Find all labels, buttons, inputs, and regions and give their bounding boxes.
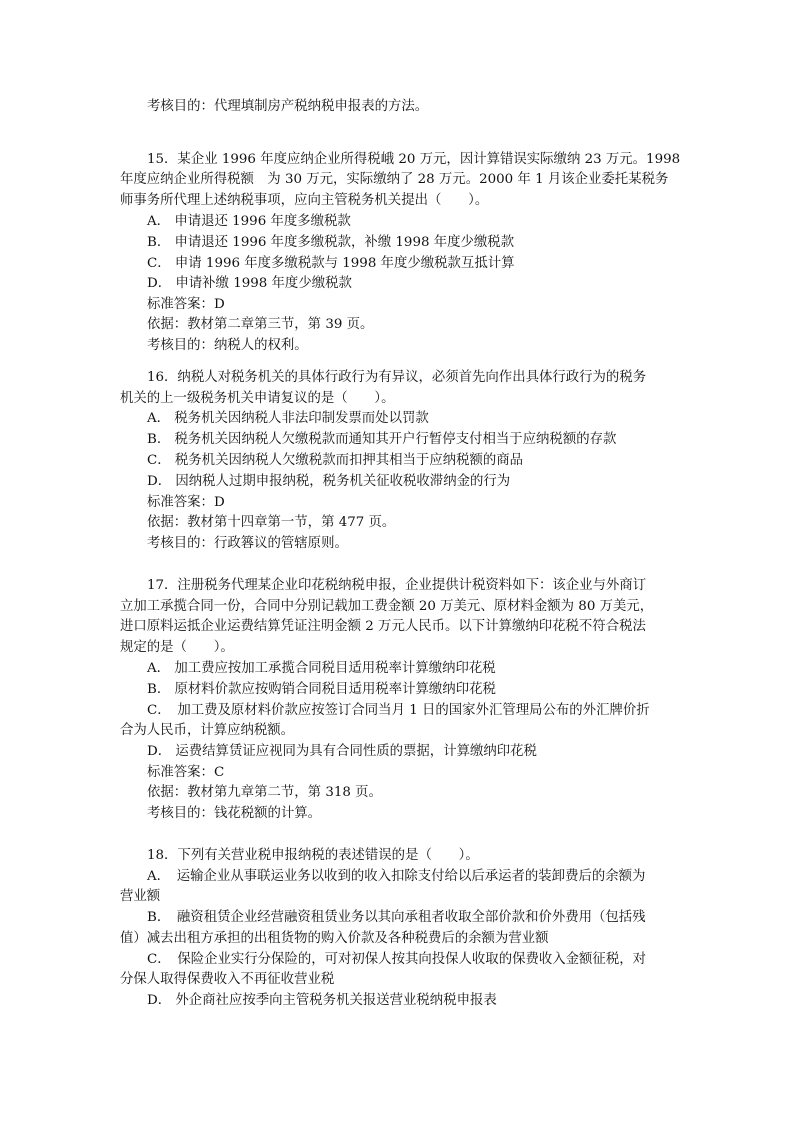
option-d: D． 因纳税人过期申报纳税，税务机关征收税收滞纳金的行为 bbox=[147, 474, 511, 489]
option-c-continued: 合为人民币，计算应纳税额。 bbox=[120, 723, 295, 738]
option-b: B． 申请退还 1996 年度多缴税款，补缴 1998 年度少缴税款 bbox=[147, 235, 515, 250]
answer-basis: 依据：教材第二章第三节，第 39 页。 bbox=[147, 317, 374, 332]
option-d: D． 外企商社应按季向主管税务机关报送营业税纳税申报表 bbox=[147, 993, 497, 1008]
question-stem-line: 进口原料运抵企业运费结算凭证注明金额 2 万元人民币。以下计算缴纳印花税不符合税法 bbox=[120, 619, 646, 634]
question-stem-line: 16．纳税人对税务机关的具体行政行为有异议，必须首先向作出具体行政行为的税务 bbox=[147, 370, 647, 385]
option-c: C． 申请 1996 年度多缴税款与 1998 年度少缴税款互抵计算 bbox=[147, 256, 515, 271]
question-stem-line: 18．下列有关营业税申报纳税的表述错误的是（ ）。 bbox=[147, 848, 479, 863]
answer-basis: 依据：教材第九章第二节，第 318 页。 bbox=[147, 785, 382, 800]
exam-goal: 考核目的：行政簭议的管辖原则。 bbox=[147, 536, 348, 551]
option-c: C． 保险企业实行分保险的，可对初保人按其向投保人收取的保费收入金额征税，对 bbox=[147, 952, 646, 967]
option-d: D． 运费结算赁证应视同为具有合同性质的票据，计算缴纳印花税 bbox=[147, 744, 537, 759]
option-c-continued: 分保人取得保费收入不再征收营业税 bbox=[120, 972, 335, 987]
question-stem-line: 规定的是（ ）。 bbox=[120, 640, 234, 655]
question-stem-line: 15．某企业 1996 年度应纳企业所得税峨 20 万元，因计算错误实际缴纳 23 万元。1998 bbox=[147, 152, 681, 167]
standard-answer: 标准答案：D bbox=[147, 495, 225, 510]
option-d: D． 申请补缴 1998 年度少缴税款 bbox=[147, 276, 352, 291]
standard-answer: 标准答案：C bbox=[147, 765, 225, 780]
option-b: B． 原材料价款应按购销合同税目适用税率计算缴纳印花税 bbox=[147, 682, 496, 697]
exam-goal-intro: 考核目的：代理填制房产税纳税申报表的方法。 bbox=[147, 99, 429, 114]
option-a: A． 加工费应按加工承揽合同税目适用税率计算缴纳印花税 bbox=[147, 661, 496, 676]
question-stem-line: 师事务所代理上述纳税事项，应向主管税务机关提出（ ）。 bbox=[120, 193, 489, 208]
question-stem-line: 机关的上一级税务机关申请复议的是（ ）。 bbox=[120, 391, 395, 406]
option-c: C． 税务机关因纳税人欠缴税款而扣押其相当于应纳税额的商品 bbox=[147, 453, 524, 468]
option-c: C． 加工费及原材料价款应按签订合同当月 1 日的国家外汇管理局公布的外汇牌价折 bbox=[147, 703, 650, 718]
question-stem-line: 年度应纳企业所得税额 为 30 万元，实际缴纳了 28 万元。2000 年 1 月该企业委托某税务 bbox=[120, 172, 669, 187]
option-a: A． 税务机关因纳税人非法印制发票而处以罚款 bbox=[147, 411, 429, 426]
option-a: A． 运输企业从事联运业务以收到的收入扣除支付给以后承运者的装卸费后的余额为 bbox=[147, 869, 646, 884]
exam-goal: 考核目的：钱花税额的计算。 bbox=[147, 806, 322, 821]
option-b: B． 融资租赁企业经营融资租赁业务以其向承租者收取全部价款和价外费用（包括残 bbox=[147, 910, 646, 925]
exam-goal: 考核目的：纳税人的权利。 bbox=[147, 338, 308, 353]
question-stem-line: 立加工承揽合同一份，合同中分别记载加工费金额 20 万美元、原材料金额为 80 万美元， bbox=[120, 599, 654, 614]
standard-answer: 标准答案：D bbox=[147, 297, 225, 312]
answer-basis: 依据：教材第十四章第一节，第 477 页。 bbox=[147, 515, 396, 530]
option-b: B． 税务机关因纳税人欠缴税款而通知其开户行暂停支付相当于应纳税额的存款 bbox=[147, 432, 617, 447]
option-b-continued: 值）减去出租方承担的出租货物的购入价款及各种税费后的余额为营业额 bbox=[120, 931, 549, 946]
option-a-continued: 营业额 bbox=[120, 889, 161, 904]
question-stem-line: 17．注册税务代理某企业印花税纳税申报，企业提供计税资料如下：该企业与外商订 bbox=[147, 578, 647, 593]
option-a: A． 申请退还 1996 年度多缴税款 bbox=[147, 214, 351, 229]
